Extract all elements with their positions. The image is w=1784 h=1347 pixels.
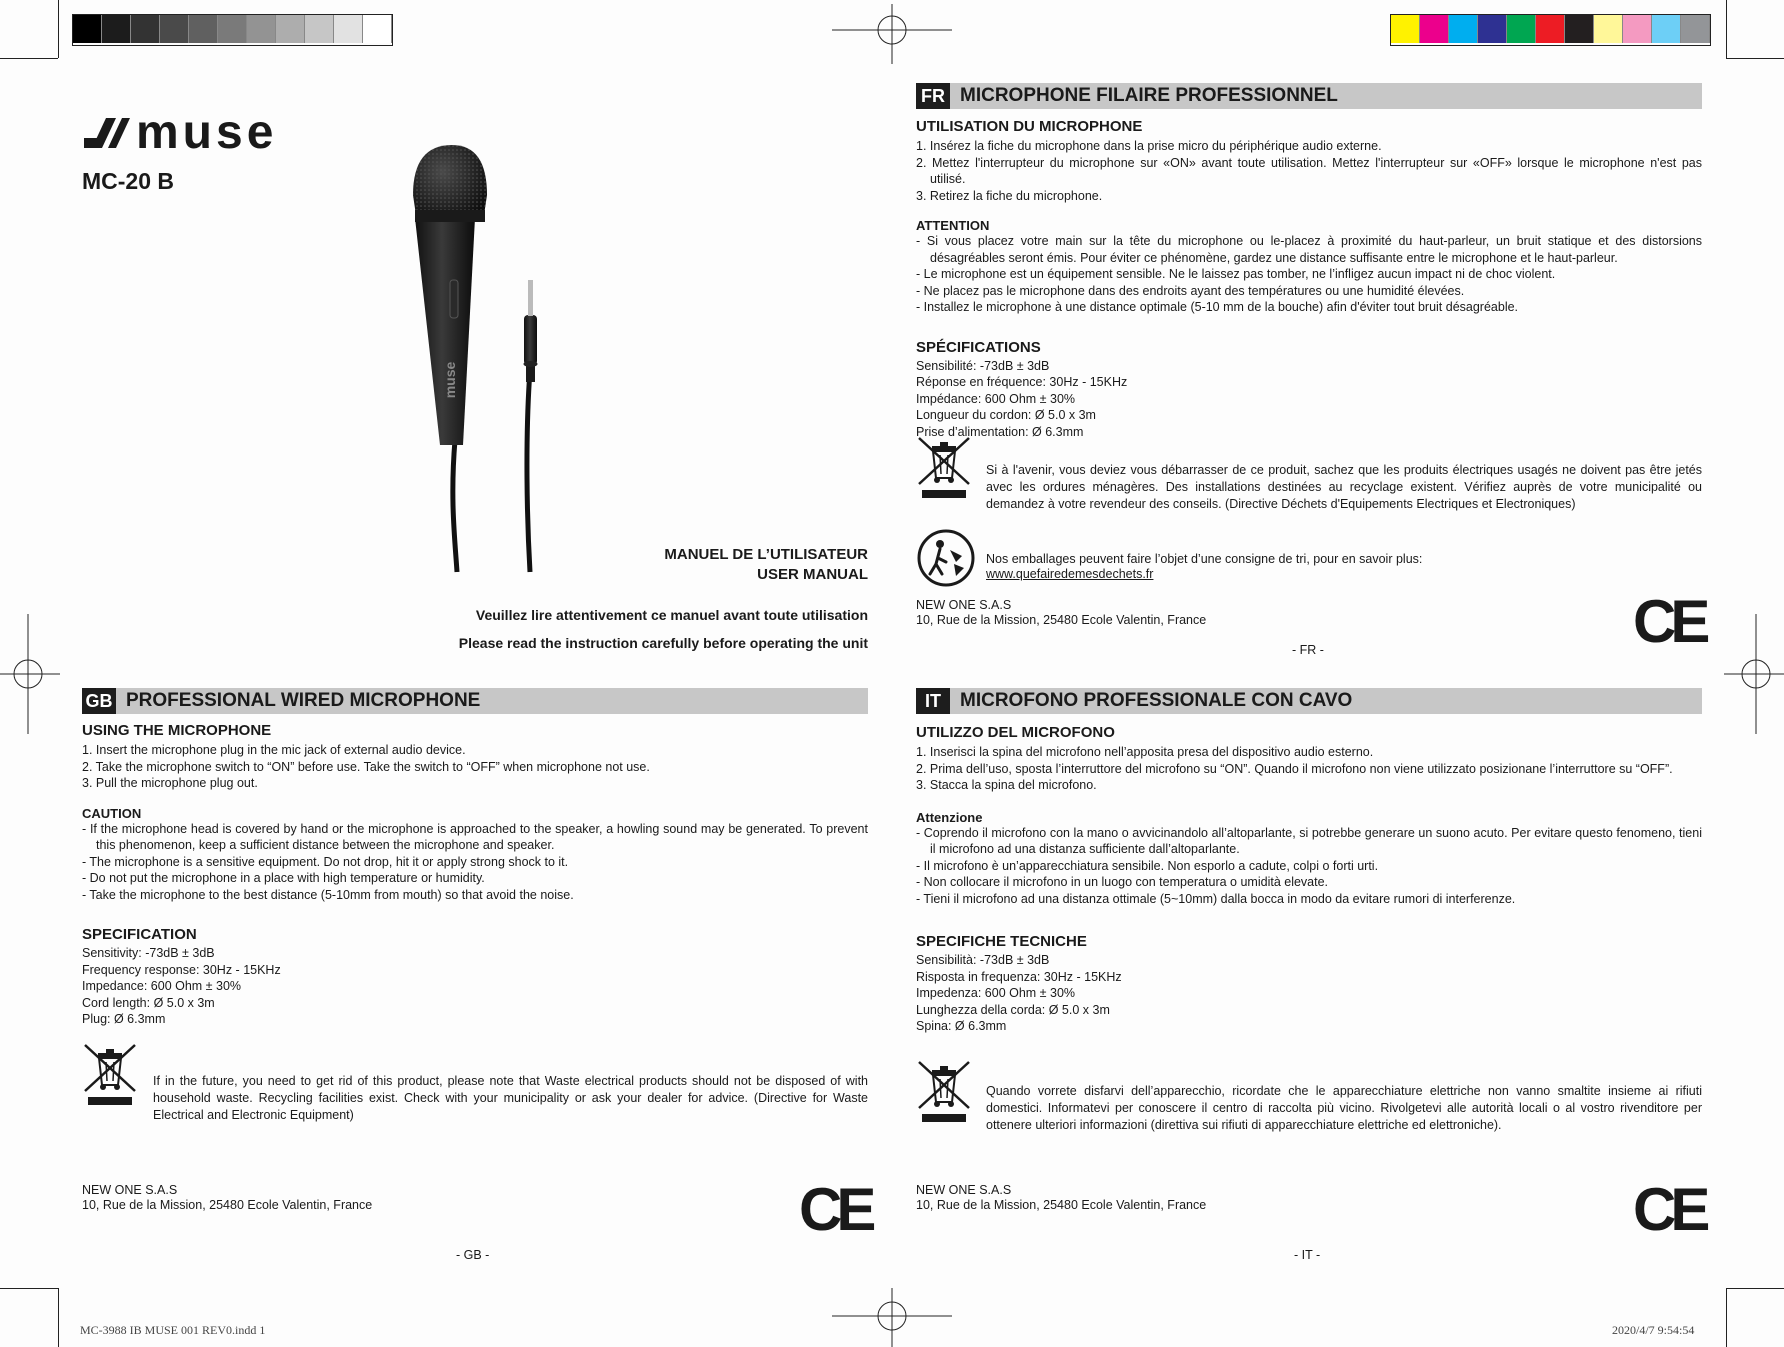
color-swatch [1420,15,1449,43]
weee-bin-icon [916,1060,972,1122]
color-swatch [276,15,305,43]
crop-mark [1726,1288,1784,1289]
gb-weee-text: If in the future, you need to get rid of this product, please note that Waste electrical products should not be disposed of with household waste. Recycling facilities exist. Check with your municipality or ask your dealer for advice. (Directive for Waste Electrical and Electronic Equipment) [153,1074,868,1122]
model-number: MC-20 B [82,168,175,194]
crop-mark [58,1288,59,1347]
list-item: - Installez le microphone à une distance optimale (5-10 mm de la bouche) afin d'éviter tout bruit désagréable. [916,300,1519,314]
fr-triman-link[interactable]: www.quefairedemesdechets.fr [986,567,1154,581]
microphone-image [395,140,570,580]
gb-company: NEW ONE S.A.S [82,1183,178,1197]
color-swatch [334,15,363,43]
spec-item: Réponse en fréquence: 30Hz - 15KHz [916,375,1128,389]
weee-bin-icon [916,436,972,498]
muse-slash-icon [82,116,132,150]
process-color-bar [1390,14,1711,46]
it-weee-text: Quando vorrete disfarvi dell’apparecchio, ricordate che le apparecchiature elettriche non vanno smaltite insieme ai rifiuti domestici. Informatevi per conoscere il centro di raccolta più vicino. Rivolgetevi alle autorità locali o al vostro rivenditore per ottenere ulteriori informazioni (direttiva sui rifiuti di apparecchiature elettriche ed elettroniche). [986,1084,1702,1132]
it-page-number: - IT - [1294,1248,1321,1262]
color-swatch [1478,15,1507,43]
color-swatch [102,15,131,43]
spec-item: Impedenza: 600 Ohm ± 30% [916,986,1076,1000]
list-item: - Non collocare il microfono in un luogo con temperatura o umidità elevate. [916,875,1329,889]
slug-filename: MC-3988 IB MUSE 001 REV0.indd 1 [80,1323,266,1337]
it-section-header [916,688,1702,714]
list-item: - Le microphone est un équipement sensible. Ne le laissez pas tomber, ne l’infligez aucun impact ni de choc violent. [916,267,1556,281]
spec-item: Cord length: Ø 5.0 x 3m [82,995,215,1010]
it-using-title: UTILIZZO DEL MICROFONO [916,724,1115,741]
gb-lang-code: GB [82,688,116,714]
color-swatch [131,15,160,43]
list-item: - Il microfono è un’apparecchiatura sensibile. Non esporlo a cadute, colpi o forti urti. [916,858,1379,873]
manual-title-en: USER MANUAL [757,566,868,583]
list-item: - Ne placez pas le microphone dans des endroits ayant des températures ou une humidité élevées. [916,283,1465,298]
manual-title-fr: MANUEL DE L’UTILISATEUR [664,546,868,563]
fr-spec-title: SPÉCIFICATIONS [916,338,1041,356]
triman-recycle-icon [916,528,976,588]
crop-mark [0,58,58,59]
list-item: 2. Prima dell’uso, sposta l’interruttore del microfono su “ON”. Quando il microfono non viene utilizzato posizionane l’interruttore su “OFF”. [916,761,1673,776]
color-swatch [305,15,334,43]
color-swatch [247,15,276,43]
list-item: - Si vous placez votre main sur la tête du microphone ou le-placez à proximité du haut-parleur, un bruit statique et des distorsions désagréables seront émis. Pour éviter ce phénomène, gardez une distance suffisante entre le microphone et le haut-parleur. [916,234,1702,265]
gb-section-title: PROFESSIONAL WIRED MICROPHONE [126,690,481,711]
list-item: - Take the microphone to the best distance (5-10mm from mouth) so that avoid the noise. [82,887,574,902]
crop-mark [1726,0,1727,58]
list-item: 1. Insérez la fiche du microphone dans la prise micro du périphérique audio externe. [916,139,1382,153]
spec-item: Spina: Ø 6.3mm [916,1019,1007,1033]
gb-caution-list [82,821,868,904]
it-body [916,724,1702,1035]
brand-logo [82,106,278,159]
gb-section-header [82,688,868,714]
color-swatch [1594,15,1623,43]
crop-mark [0,1288,58,1289]
spec-item: Impedance: 600 Ohm ± 30% [82,979,242,993]
fr-address: 10, Rue de la Mission, 25480 Ecole Valentin, France [916,613,1207,627]
color-swatch [1652,15,1681,43]
list-item: 3. Stacca la spina del microfono. [916,778,1097,792]
registration-mark-bottom [832,1288,952,1347]
list-item: 2. Take the microphone switch to “ON” before use. Take the switch to “OFF” when microphone not use. [82,759,650,774]
list-item: 1. Insert the microphone plug in the mic jack of external audio device. [82,743,466,757]
fr-body [916,118,1702,440]
spec-item: Plug: Ø 6.3mm [82,1012,166,1026]
gb-spec-list [82,945,868,1028]
color-swatch [1681,15,1710,43]
registration-mark-right [1724,614,1784,734]
ce-mark: CE [1633,588,1705,655]
fr-triman-text: Nos emballages peuvent faire l’objet d’une consigne de tri, pour en savoir plus: [986,552,1423,566]
gb-body [82,722,868,1028]
spec-item: Prise d’alimentation: Ø 6.3mm [916,424,1084,439]
color-swatch [363,15,392,43]
list-item: - If the microphone head is covered by hand or the microphone is approached to the speaker, a howling sound may be generated. To prevent this phenomenon, keep a sufficient distance between the microphone and speaker. [82,821,868,852]
registration-mark-top [832,4,952,64]
fr-using-title: UTILISATION DU MICROPHONE [916,118,1143,135]
spec-item: Lunghezza della corda: Ø 5.0 x 3m [916,1002,1110,1017]
fr-spec-list [916,358,1702,441]
gb-using-list [82,742,868,792]
it-spec-title: SPECIFICHE TECNICHE [916,933,1087,950]
spec-item: Longueur du cordon: Ø 5.0 x 3m [916,408,1096,422]
registration-mark-left [0,614,60,734]
color-swatch [218,15,247,43]
gb-address: 10, Rue de la Mission, 25480 Ecole Valentin, France [82,1198,373,1212]
crop-mark [58,0,59,58]
spec-item: Sensibilité: -73dB ± 3dB [916,358,1050,373]
fr-section-title: MICROPHONE FILAIRE PROFESSIONNEL [960,85,1338,106]
spec-item: Risposta in frequenza: 30Hz - 15KHz [916,969,1122,984]
color-swatch [73,15,102,43]
color-swatch [1391,15,1420,43]
color-swatch [1536,15,1565,43]
fr-using-list [916,138,1702,204]
color-swatch [1565,15,1594,43]
slug-timestamp: 2020/4/7 9:54:54 [1612,1323,1695,1337]
list-item: 1. Inserisci la spina del microfono nell’apposita presa del dispositivo audio esterno. [916,745,1374,759]
color-swatch [1449,15,1478,43]
crop-mark [1726,1288,1727,1347]
fr-caution-list [916,233,1702,316]
ce-mark: CE [799,1176,871,1243]
spec-item: Frequency response: 30Hz - 15KHz [82,962,281,977]
spec-item: Sensibilità: -73dB ± 3dB [916,953,1050,967]
it-address: 10, Rue de la Mission, 25480 Ecole Valentin, France [916,1198,1207,1212]
it-section-title: MICROFONO PROFESSIONALE CON CAVO [960,690,1353,711]
gb-caution-title: CAUTION [82,805,142,821]
list-item: 3. Retirez la fiche du microphone. [916,188,1103,203]
it-caution-title: Attenzione [916,809,983,825]
gray-color-bar [72,14,393,46]
ce-mark: CE [1633,1176,1705,1243]
gb-page-number: - GB - [456,1248,490,1262]
spec-item: Sensitivity: -73dB ± 3dB [82,946,215,960]
list-item: - The microphone is a sensitive equipment. Do not drop, hit it or apply strong shock to it. [82,854,569,869]
color-swatch [160,15,189,43]
fr-weee-text: Si à l'avenir, vous deviez vous débarrasser de ce produit, sachez que les produits électriques usagés ne doivent pas être jetés avec les ordures ménagères. Des installations destinées au recyclage existent. Vérifiez auprès de votre municipalité ou demandez à votre revendeur des conseils. (Directive Déchets d'Equipements Electriques et Electroniques) [986,463,1702,511]
it-company: NEW ONE S.A.S [916,1183,1012,1197]
gb-spec-title: SPECIFICATION [82,926,197,943]
list-item: - Coprendo il microfono con la mano o avvicinandolo all’altoparlante, si potrebbe generare un suono acuto. Per evitare questo fenomeno, tieni il microfono ad una distanza sufficiente dall’altoparlante. [916,825,1702,856]
color-swatch [1623,15,1652,43]
color-swatch [189,15,218,43]
weee-bin-icon [82,1043,138,1105]
read-notice-en: Please read the instruction carefully before operating the unit [458,635,868,651]
list-item: 2. Mettez l'interrupteur du microphone sur «ON» avant toute utilisation. Mettez l'interrupteur sur «OFF» lorsque le microphone n'est pas utilisé. [916,155,1702,186]
fr-company: NEW ONE S.A.S [916,598,1012,612]
read-notice-fr: Veuillez lire attentivement ce manuel avant toute utilisation [475,607,868,623]
list-item: - Do not put the microphone in a place with high temperature or humidity. [82,871,485,885]
list-item: - Tieni il microfono ad una distanza ottimale (5~10mm) dalla bocca in modo da evitare rumori di interferenze. [916,891,1516,906]
it-lang-code: IT [916,688,950,714]
it-using-list [916,744,1702,794]
gb-using-title: USING THE MICROPHONE [82,722,272,739]
list-item: 3. Pull the microphone plug out. [82,776,258,790]
spec-item: Impédance: 600 Ohm ± 30% [916,391,1076,406]
svg-text:muse: muse [442,361,458,399]
fr-lang-code: FR [916,83,950,109]
fr-section-header [916,83,1702,109]
it-spec-list [916,952,1702,1035]
fr-caution-title: ATTENTION [916,218,990,233]
crop-mark [1726,58,1784,59]
fr-page-number: - FR - [1292,643,1324,657]
it-caution-list [916,825,1702,908]
color-swatch [1507,15,1536,43]
brand-logo-text: muse [136,106,278,159]
